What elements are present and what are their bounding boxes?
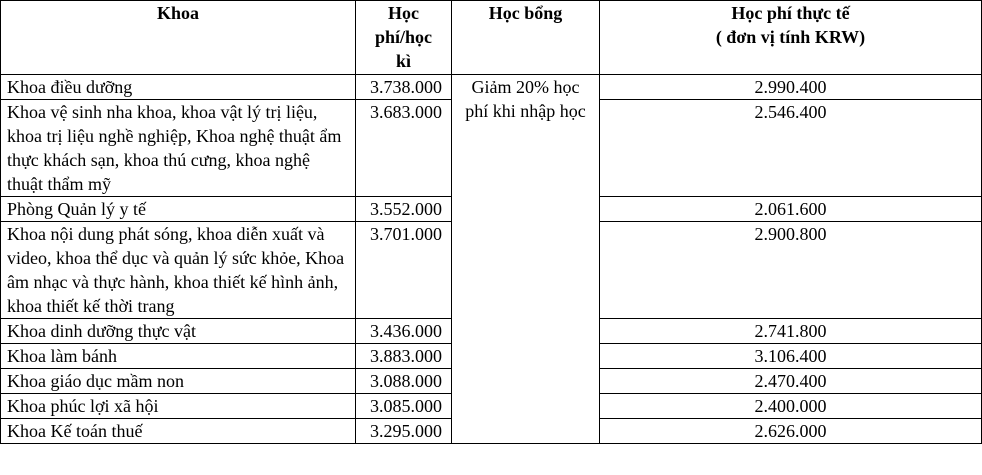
faculty-cell: Khoa nội dung phát sóng, khoa diễn xuất và video, khoa thể dục và quản lý sức khỏe, Khoa âm nhạc và thực hành, khoa thiết kế hình ảnh, khoa thiết kế thời trang xyxy=(1,222,356,319)
header-fee-line: phí/học xyxy=(374,27,433,47)
fee-cell: 3.085.000 xyxy=(356,394,452,419)
header-actual-fee xyxy=(600,1,982,75)
faculty-cell: Khoa phúc lợi xã hội xyxy=(1,394,356,419)
faculty-cell: Khoa làm bánh xyxy=(1,344,356,369)
header-actual-line: ( đơn vị tính KRW) xyxy=(715,27,866,47)
fee-cell: 3.295.000 xyxy=(356,419,452,444)
actual-fee-cell: 2.741.800 xyxy=(600,319,982,344)
table-row xyxy=(1,75,982,100)
fee-cell: 3.701.000 xyxy=(356,222,452,319)
header-row xyxy=(1,1,982,75)
faculty-cell: Khoa vệ sinh nha khoa, khoa vật lý trị liệu, khoa trị liệu nghề nghiệp, Khoa nghệ thuật ẩm thực khách sạn, khoa thú cưng, khoa nghệ thuật thẩm mỹ xyxy=(1,100,356,197)
actual-fee-cell: 2.470.400 xyxy=(600,369,982,394)
actual-fee-cell: 2.546.400 xyxy=(600,100,982,197)
actual-fee-cell: 2.990.400 xyxy=(600,75,982,100)
fee-cell: 3.552.000 xyxy=(356,197,452,222)
header-scholarship: Học bổng xyxy=(452,1,600,75)
fee-cell: 3.436.000 xyxy=(356,319,452,344)
header-faculty: Khoa xyxy=(1,1,356,75)
faculty-cell: Khoa Kế toán thuế xyxy=(1,419,356,444)
fee-cell: 3.683.000 xyxy=(356,100,452,197)
faculty-cell: Khoa giáo dục mầm non xyxy=(1,369,356,394)
faculty-cell: Khoa điều dưỡng xyxy=(1,75,356,100)
fee-cell: 3.883.000 xyxy=(356,344,452,369)
fee-cell: 3.738.000 xyxy=(356,75,452,100)
header-actual-line: Học phí thực tế xyxy=(731,3,850,23)
faculty-cell: Khoa dinh dưỡng thực vật xyxy=(1,319,356,344)
header-fee-line: Học xyxy=(388,3,419,23)
actual-fee-cell: 2.900.800 xyxy=(600,222,982,319)
fee-cell: 3.088.000 xyxy=(356,369,452,394)
faculty-cell: Phòng Quản lý y tế xyxy=(1,197,356,222)
header-fee-line: kì xyxy=(395,51,411,71)
actual-fee-cell: 2.400.000 xyxy=(600,394,982,419)
actual-fee-cell: 2.061.600 xyxy=(600,197,982,222)
actual-fee-cell: 2.626.000 xyxy=(600,419,982,444)
header-fee xyxy=(356,1,452,75)
actual-fee-cell: 3.106.400 xyxy=(600,344,982,369)
scholarship-cell: Giảm 20% học phí khi nhập học xyxy=(452,75,600,444)
